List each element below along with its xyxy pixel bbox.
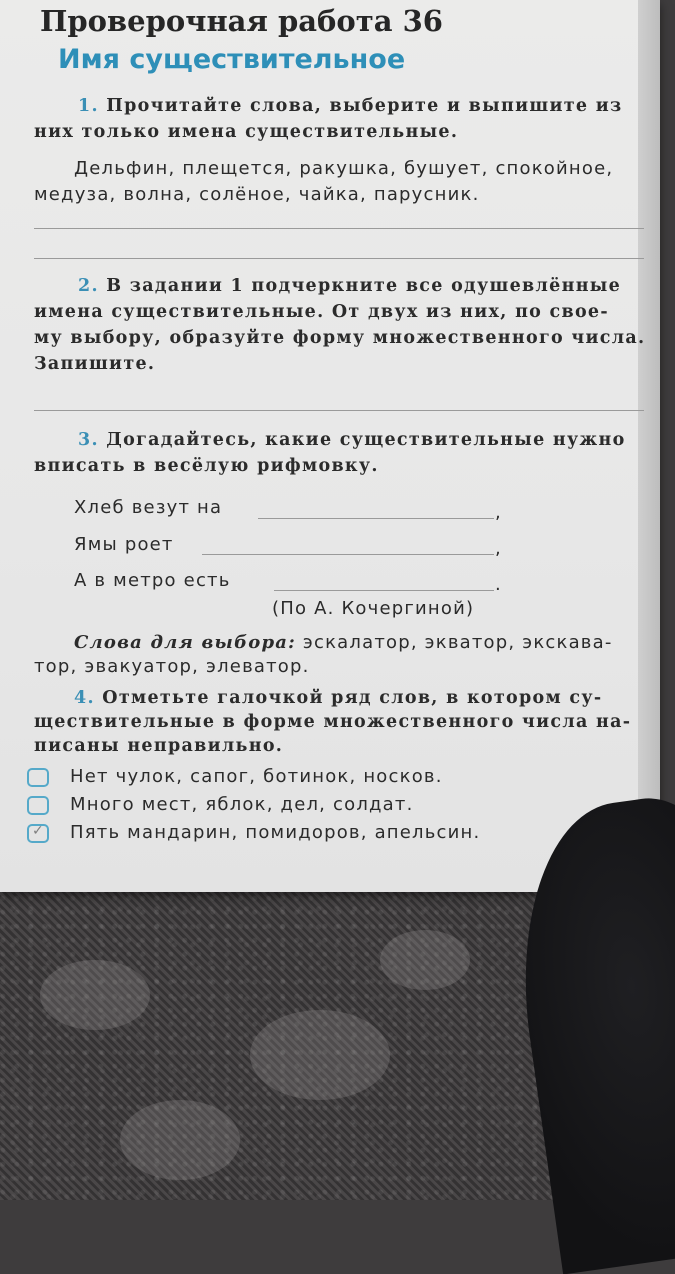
option2-label: Много мест, яблок, дел, солдат. [70,794,414,815]
verse-line3: А в метро есть [74,570,231,591]
fabric-pattern [40,960,150,1030]
comma: , [495,538,502,559]
task2-number: 2. [78,276,99,296]
option3-label: Пять мандарин, помидоров, апельсин. [70,822,481,843]
task3-line2: вписать в весёлую рифмовку. [34,456,379,476]
word-choice-words: эскалатор, экватор, экскава- [302,632,613,653]
option1-checkbox[interactable] [27,768,49,787]
answer-line [34,258,644,259]
page-subtitle: Имя существительное [58,44,406,75]
task4-line3: писаны неправильно. [34,736,284,756]
task2-text: В задании 1 подчеркните все одушевлённые [106,276,622,296]
task4-line1 [74,688,602,708]
task4-line2: ществительные в форме множественного числа на- [34,712,632,732]
task2-line4: Запишите. [34,354,156,374]
verse-blank3[interactable] [274,590,494,591]
word-choice-line1 [74,632,613,653]
task1-number: 1. [78,96,99,116]
comma: , [495,502,502,523]
task3-number: 3. [78,430,99,450]
verse-line2: Ямы роет [74,534,174,555]
option2-checkbox[interactable] [27,796,49,815]
option3-checkbox[interactable] [27,824,49,843]
word-choice-label: Слова для выбора: [74,632,296,653]
task4-text: Отметьте галочкой ряд слов, в котором су- [102,688,603,708]
fabric-pattern [380,930,470,990]
task1-line1 [78,96,622,116]
task1-words-line2: медуза, волна, солёное, чайка, парусник. [34,184,480,205]
task1-text: Прочитайте слова, выберите и выпишите из [106,96,623,116]
word-choice-line2: тор, эвакуатор, элеватор. [34,656,310,677]
verse-author: (По А. Кочергиной) [272,598,475,619]
page-edge [638,0,660,892]
task4-number: 4. [74,688,95,708]
answer-line [34,228,644,229]
task2-line3: му выбору, образуйте форму множественного числа. [34,328,646,348]
fabric-pattern [120,1100,240,1180]
verse-blank1[interactable] [258,518,494,519]
checkmark-icon: ✓ [32,823,44,839]
task3-text: Догадайтесь, какие существительные нужно [106,430,626,450]
verse-line1: Хлеб везут на [74,497,223,518]
option1-label: Нет чулок, сапог, ботинок, носков. [70,766,443,787]
task1-line2: них только имена существительные. [34,122,459,142]
page-title: Проверочная работа 36 [40,4,443,38]
verse-blank2[interactable] [202,554,494,555]
period: . [495,574,502,595]
task2-line1 [78,276,621,296]
fabric-pattern [250,1010,390,1100]
task3-line1 [78,430,626,450]
answer-line [34,410,644,411]
task1-words-line1: Дельфин, плещется, ракушка, бушует, спокойное, [74,158,614,179]
task2-line2: имена существительные. От двух из них, по свое- [34,302,609,322]
